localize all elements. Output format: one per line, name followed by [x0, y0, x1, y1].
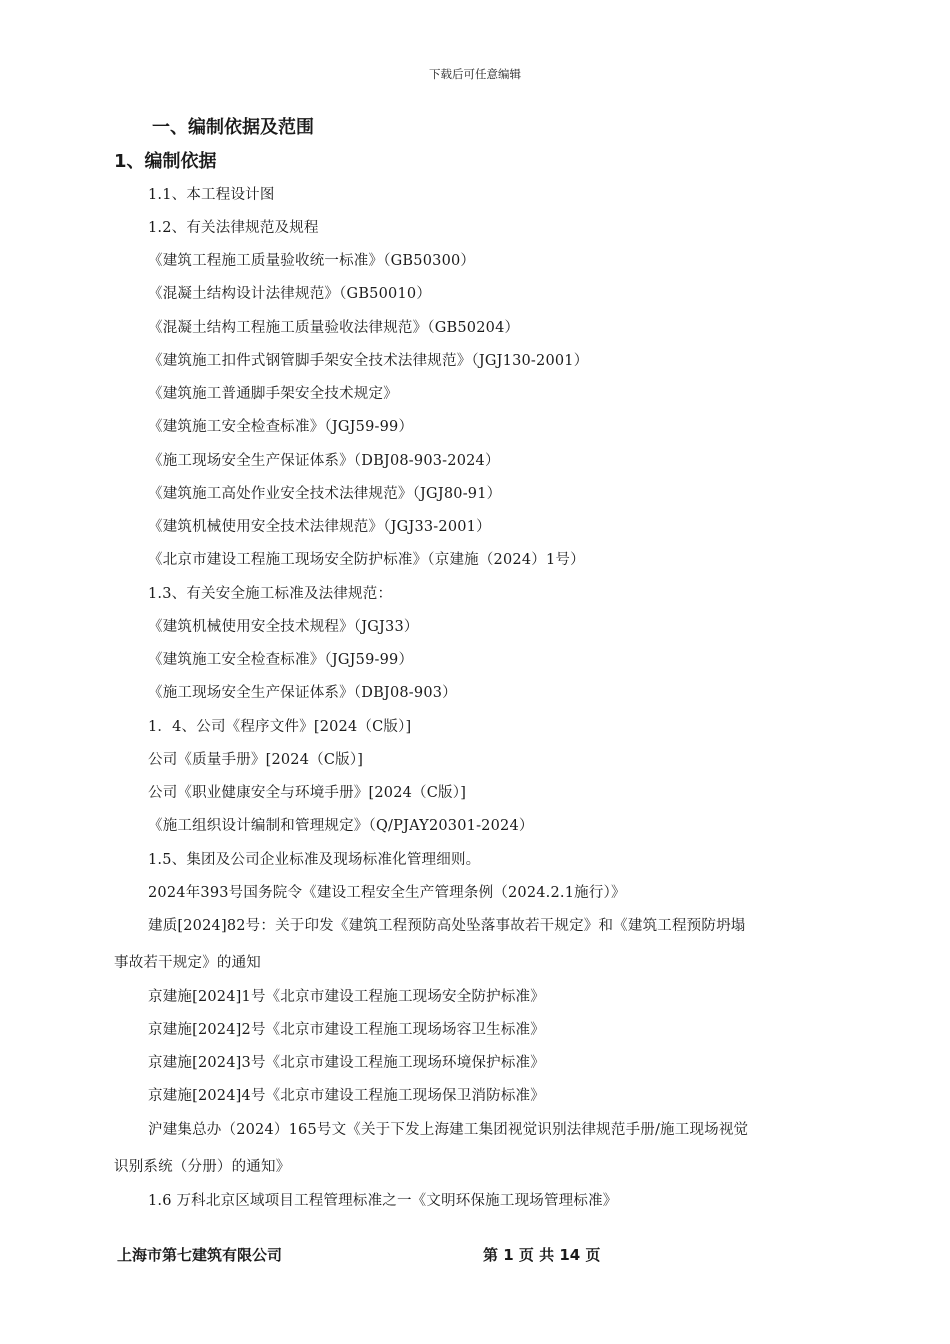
body-line: 《混凝土结构工程施工质量验收法律规范》（GB50204）	[148, 320, 520, 336]
body-line: 京建施[2024]4号《北京市建设工程施工现场保卫消防标准》	[148, 1088, 545, 1104]
body-line: 《建筑机械使用安全技术规程》（JGJ33）	[148, 619, 419, 635]
body-line: 《建筑施工普通脚手架安全技术规定》	[148, 386, 398, 402]
body-line: 公司《职业健康安全与环境手册》[2024（C版）]	[148, 785, 467, 801]
header-note: 下载后可任意编辑	[429, 67, 521, 81]
body-line: 《建筑施工安全检查标准》（JGJ59-99）	[148, 419, 414, 435]
body-line: 1.1、本工程设计图	[148, 187, 275, 203]
body-line: 1.2、有关法律规范及规程	[148, 220, 319, 236]
body-line: 1.5、集团及公司企业标准及现场标准化管理细则。	[148, 852, 481, 868]
footer-page-info: 第 1 页 共 14 页	[483, 1246, 601, 1264]
footer-company: 上海市第七建筑有限公司	[117, 1246, 283, 1264]
body-line: 《建筑施工安全检查标准》（JGJ59-99）	[148, 652, 414, 668]
body-line: 《混凝土结构设计法律规范》（GB50010）	[148, 286, 432, 302]
body-line: 建质[2024]82号：关于印发《建筑工程预防高处坠落事故若干规定》和《建筑工程预防坍塌	[148, 918, 746, 934]
body-line: 《施工现场安全生产保证体系》（DBJ08-903-2024）	[148, 453, 500, 469]
body-line: 京建施[2024]3号《北京市建设工程施工现场环境保护标准》	[148, 1055, 545, 1071]
body-line: 1.3、有关安全施工标准及法律规范：	[148, 586, 393, 602]
body-line: 京建施[2024]2号《北京市建设工程施工现场场容卫生标准》	[148, 1022, 545, 1038]
subsection-title: 1、编制依据	[114, 151, 217, 172]
body-line: 《建筑施工高处作业安全技术法律规范》（JGJ80-91）	[148, 486, 502, 502]
body-line: 1.6 万科北京区域项目工程管理标准之一《文明环保施工现场管理标准》	[148, 1193, 618, 1209]
body-line: 京建施[2024]1号《北京市建设工程施工现场安全防护标准》	[148, 989, 545, 1005]
body-line: 《建筑施工扣件式钢管脚手架安全技术法律规范》（JGJ130-2001）	[148, 353, 589, 369]
section-title: 一、编制依据及范围	[152, 117, 314, 138]
body-line: 《施工现场安全生产保证体系》（DBJ08-903）	[148, 685, 457, 701]
body-line: 《北京市建设工程施工现场安全防护标准》（京建施（2024）1号）	[148, 552, 585, 568]
body-line: 沪建集总办（2024）165号文《关于下发上海建工集团视觉识别法律规范手册/施工现场视觉	[148, 1122, 749, 1138]
body-line: 识别系统（分册）的通知》	[114, 1159, 291, 1175]
body-line: 《施工组织设计编制和管理规定》（Q/PJAY20301-2024）	[148, 818, 534, 834]
body-line: 《建筑机械使用安全技术法律规范》（JGJ33-2001）	[148, 519, 491, 535]
body-line: 《建筑工程施工质量验收统一标准》（GB50300）	[148, 253, 476, 269]
body-line: 2024年393号国务院令《建设工程安全生产管理条例（2024.2.1施行）》	[148, 885, 626, 901]
body-line: 公司《质量手册》[2024（C版）]	[148, 752, 364, 768]
body-line: 事故若干规定》的通知	[114, 955, 261, 971]
body-line: 1．4、公司《程序文件》[2024（C版）]	[148, 719, 412, 735]
